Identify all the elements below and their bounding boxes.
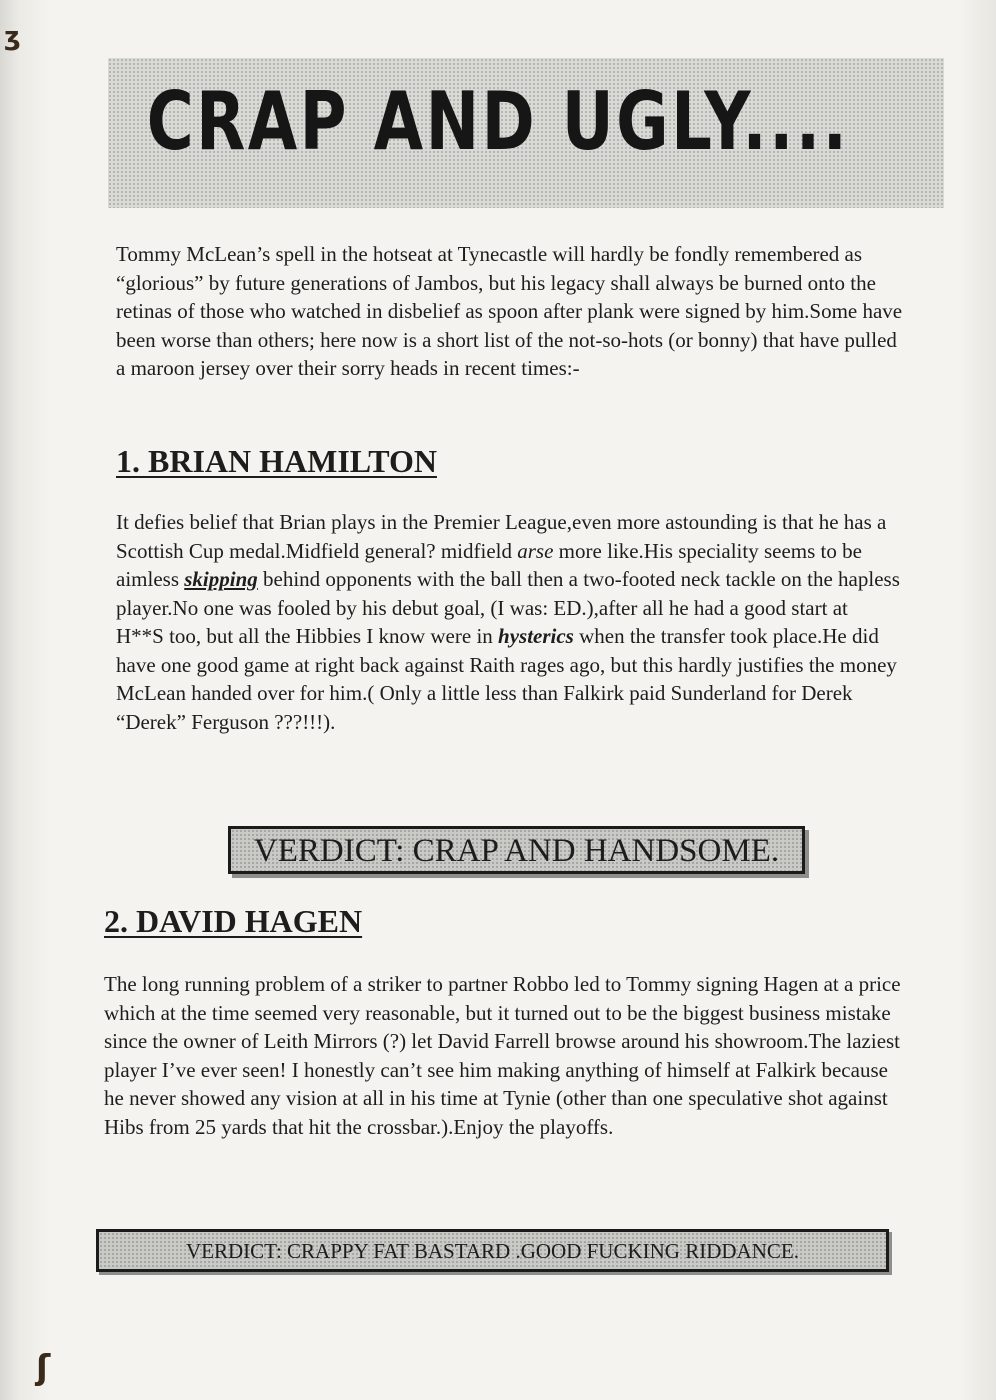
verdict-box-david-hagen: VERDICT: CRAPPY FAT BASTARD .GOOD FUCKING RIDDANCE. — [96, 1229, 889, 1272]
verdict-box-brian-hamilton: VERDICT: CRAP AND HANDSOME. — [228, 826, 805, 874]
binding-mark-top: ʒ — [4, 22, 21, 52]
body-text: behind opponents with the ball then a two-footed neck tackle on the hapless player.No one was fooled by his debut goal, (I was: ED.),after all he had a good start at H**S too, but all the Hibbies I know were in — [116, 567, 900, 648]
intro-paragraph: Tommy McLean’s spell in the hotseat at Tynecastle will hardly be fondly remembered as “glorious” by future generations of Jambos, but his legacy shall always be burned onto the retinas of those who watched in disbelief as spoon after plank were signed by him.Some have been worse than others; here now is a short list of the not-so-hots (or bonny) that have pulled a maroon jersey over their sorry heads in recent times:- — [116, 242, 903, 380]
section-heading-brian-hamilton: 1. BRIAN HAMILTON — [116, 443, 437, 479]
david-hagen-paragraph: The long running problem of a striker to partner Robbo led to Tommy signing Hagen at a price which at the time seemed very reasonable, but it turned out to be the biggest business mistake since the owner of Leith Mirrors (?) let David Farrell browse around his showroom.The laziest player I’ve ever seen! I honestly can’t see him making anything of himself at Falkirk because he never showed any vision at all in his time at Tynie (other than one speculative shot against Hibs from 25 yards that hit the crossbar.).Enjoy the playoffs. — [104, 972, 901, 1139]
emphasis-hysterics: hysterics — [498, 624, 574, 648]
emphasis-skipping: skipping — [184, 567, 258, 591]
emphasis-arse: arse — [517, 538, 554, 563]
body-text: It defies belief that Brian plays in the Premier League,even more astounding is that he has a Scottish Cup medal.Midfield general? midfield — [116, 510, 887, 563]
page-title: CRAP AND UGLY.... — [146, 75, 850, 168]
section-heading-david-hagen: 2. DAVID HAGEN — [104, 903, 363, 939]
body-text: when the transfer took place.He did have one good game at right back against Raith rages ago, but this hardly justifies the money McLean handed over for him.( Only a little less than Falkirk paid Sunderland for Derek “Derek” Ferguson ???!!!). — [116, 624, 897, 734]
body-text: more like.His speciality seems to be aimless — [116, 538, 862, 591]
brian-hamilton-paragraph — [116, 508, 900, 736]
binding-mark-bottom: ʃ — [36, 1348, 51, 1388]
